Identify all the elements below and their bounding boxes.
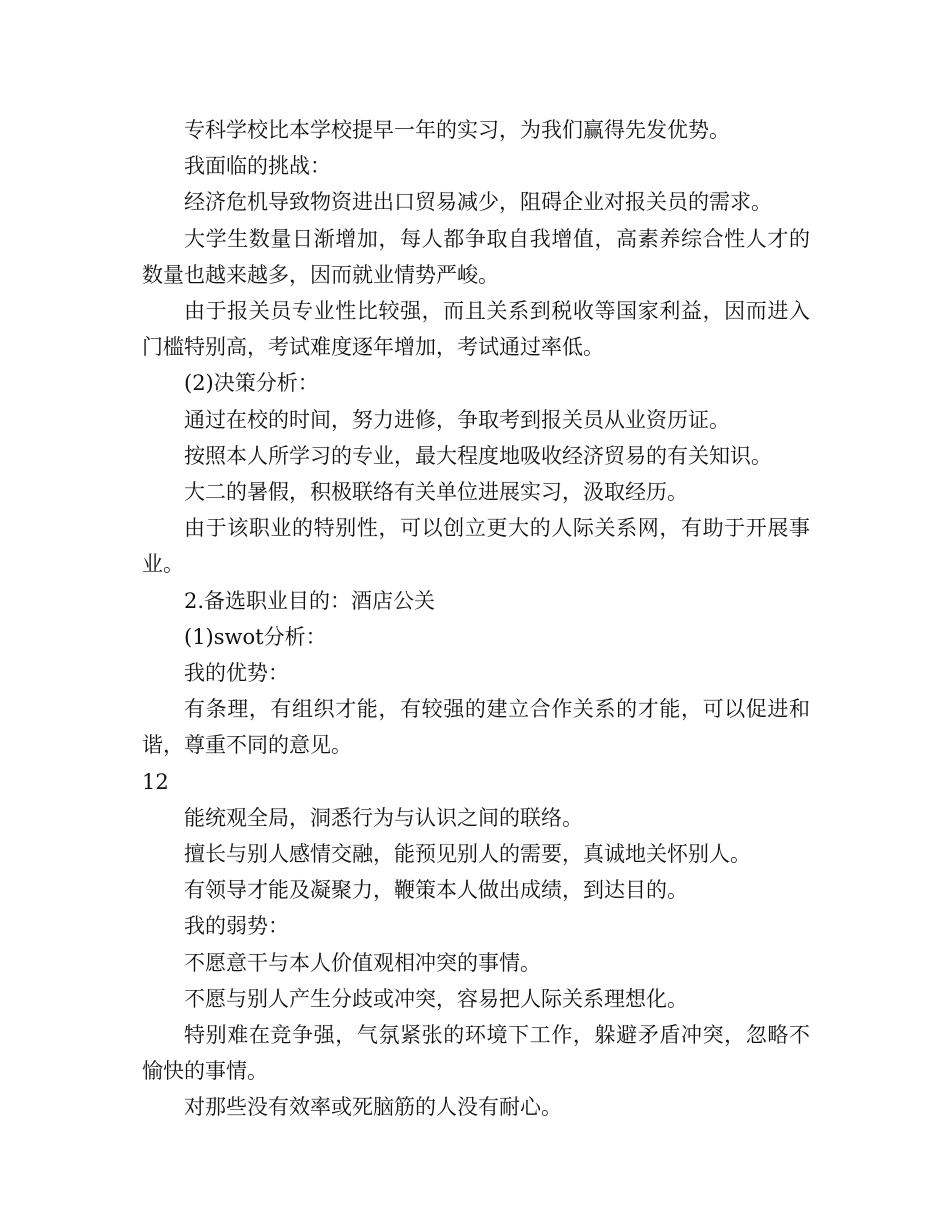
paragraph: 由于报关员专业性比较强，而且关系到税收等国家利益，因而进入门槛特别高，考试难度逐年增加，考试通过率低。 [142,299,810,360]
paragraph: 擅长与别人感情交融，能预见别人的需要，真诚地关怀别人。 [184,842,751,867]
paragraph: 有领导才能及凝聚力，鞭策本人做出成绩，到达目的。 [184,878,688,903]
section-heading: (2)决策分析： [184,371,319,396]
paragraph: 通过在校的时间，努力进修，争取考到报关员从业资历证。 [184,407,730,432]
section-heading: (1)swot分析： [184,624,327,649]
paragraph: 能统观全局，洞悉行为与认识之间的联络。 [184,805,583,830]
paragraph: 有条理，有组织才能，有较强的建立合作关系的才能，可以促进和谐，尊重不同的意见。 [142,697,810,758]
paragraph: 不愿与别人产生分歧或冲突，容易把人际关系理想化。 [184,986,688,1011]
paragraph: 由于该职业的特别性，可以创立更大的人际关系网，有助于开展事业。 [142,516,810,577]
paragraph: 特别难在竞争强，气氛紧张的环境下工作，躲避矛盾冲突，忽略不愉快的事情。 [142,1023,810,1084]
paragraph: 对那些没有效率或死脑筋的人没有耐心。 [184,1095,562,1120]
paragraph: 按照本人所学习的专业，最大程度地吸收经济贸易的有关知识。 [184,443,772,468]
section-heading: 2.备选职业目的：酒店公关 [184,588,436,613]
paragraph: 我的弱势： [184,914,289,939]
page-number: 12 [142,769,169,794]
paragraph: 我的优势： [184,661,289,686]
paragraph: 专科学校比本学校提早一年的实习，为我们赢得先发优势。 [184,118,730,142]
paragraph: 不愿意干与本人价值观相冲突的事情。 [184,950,541,975]
paragraph: 我面临的挑战： [184,154,331,179]
document-body [142,112,810,1126]
paragraph: 大学生数量日渐增加，每人都争取自我增值，高素养综合性人才的数量也越来越多，因而就业情势严峻。 [142,226,810,287]
paragraph: 大二的暑假，积极联络有关单位进展实习，汲取经历。 [184,480,688,505]
paragraph: 经济危机导致物资进出口贸易减少，阻碍企业对报关员的需求。 [184,190,772,215]
